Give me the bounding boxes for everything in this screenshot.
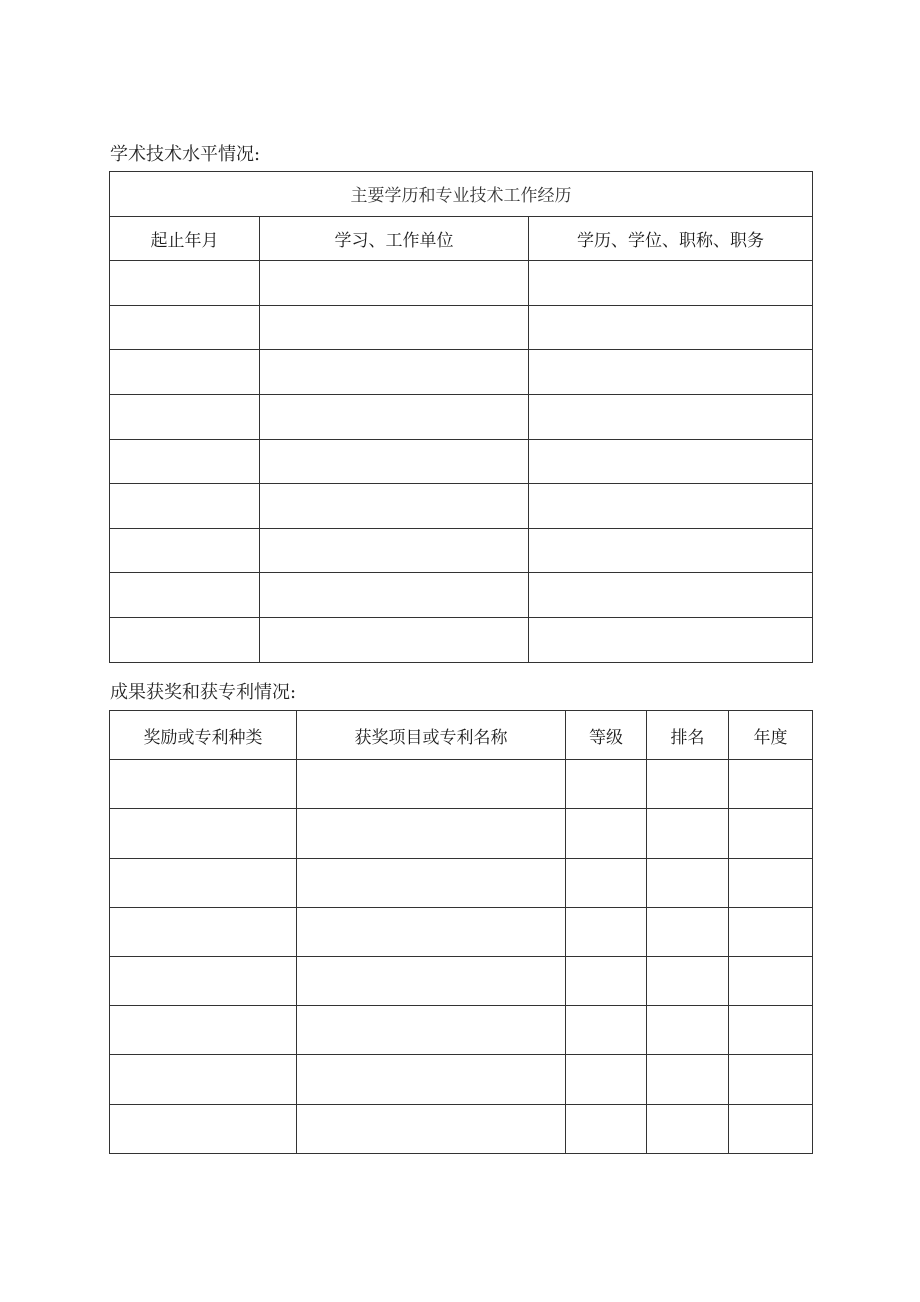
table-cell[interactable]: [647, 1006, 729, 1055]
table-cell[interactable]: [647, 907, 729, 956]
table-cell[interactable]: [297, 858, 566, 907]
table-cell[interactable]: [529, 305, 813, 350]
table-cell[interactable]: [529, 528, 813, 573]
table-cell[interactable]: [647, 1055, 729, 1104]
section-title-academic: 学术技术水平情况:: [110, 144, 261, 165]
table-row: [110, 439, 813, 484]
table-cell[interactable]: [297, 760, 566, 809]
table-cell[interactable]: [297, 1055, 566, 1104]
table-cell[interactable]: [647, 956, 729, 1005]
table-cell[interactable]: [566, 956, 647, 1005]
table-row: [110, 858, 813, 907]
awards-patents-table: [109, 710, 813, 1154]
table-row: [110, 907, 813, 956]
table-cell[interactable]: [110, 528, 260, 573]
table-row: [110, 261, 813, 306]
column-header-organization: 学习、工作单位: [260, 216, 529, 261]
table-cell[interactable]: [529, 350, 813, 395]
table-row: [110, 573, 813, 618]
column-header-award-type: 奖励或专利种类: [110, 711, 297, 760]
table-cell[interactable]: [110, 809, 297, 858]
table-cell[interactable]: [729, 1055, 813, 1104]
table-cell[interactable]: [729, 858, 813, 907]
table-row: [110, 528, 813, 573]
section-title-awards-patents: 成果获奖和获专利情况:: [110, 682, 297, 703]
column-header-grade: 等级: [566, 711, 647, 760]
table-cell[interactable]: [260, 394, 529, 439]
table-cell[interactable]: [110, 439, 260, 484]
table-cell[interactable]: [529, 439, 813, 484]
table-row: [110, 350, 813, 395]
table-cell[interactable]: [260, 484, 529, 529]
table-cell[interactable]: [529, 484, 813, 529]
column-header-year: 年度: [729, 711, 813, 760]
table-cell[interactable]: [566, 809, 647, 858]
table-row: [110, 394, 813, 439]
table-cell[interactable]: [729, 1006, 813, 1055]
table-cell[interactable]: [110, 1006, 297, 1055]
table-caption: 主要学历和专业技术工作经历: [110, 172, 813, 217]
table-cell[interactable]: [110, 617, 260, 662]
table-header-row: [110, 711, 813, 760]
table-cell[interactable]: [729, 760, 813, 809]
table-row: [110, 956, 813, 1005]
table-cell[interactable]: [260, 305, 529, 350]
table-cell[interactable]: [260, 350, 529, 395]
table-row: [110, 484, 813, 529]
table-cell[interactable]: [729, 907, 813, 956]
table-cell[interactable]: [110, 484, 260, 529]
table-cell[interactable]: [110, 858, 297, 907]
column-header-period: 起止年月: [110, 216, 260, 261]
table-cell[interactable]: [729, 809, 813, 858]
table-cell[interactable]: [297, 1104, 566, 1153]
table-cell[interactable]: [297, 1006, 566, 1055]
table-cell[interactable]: [110, 956, 297, 1005]
table-row: [110, 1104, 813, 1153]
table-cell[interactable]: [529, 573, 813, 618]
table-cell[interactable]: [566, 760, 647, 809]
table-header-row: [110, 216, 813, 261]
table-cell[interactable]: [110, 394, 260, 439]
table-row: [110, 1006, 813, 1055]
table-cell[interactable]: [297, 907, 566, 956]
table-caption-row: [110, 172, 813, 217]
table-row: [110, 1055, 813, 1104]
table-row: [110, 617, 813, 662]
table-cell[interactable]: [529, 394, 813, 439]
table-cell[interactable]: [110, 760, 297, 809]
table-cell[interactable]: [566, 858, 647, 907]
table-row: [110, 809, 813, 858]
table-cell[interactable]: [260, 617, 529, 662]
table-cell[interactable]: [110, 573, 260, 618]
table-cell[interactable]: [647, 809, 729, 858]
table-cell[interactable]: [110, 1055, 297, 1104]
table-row: [110, 305, 813, 350]
table-cell[interactable]: [297, 956, 566, 1005]
table-cell[interactable]: [297, 809, 566, 858]
table-cell[interactable]: [110, 907, 297, 956]
table-cell[interactable]: [729, 956, 813, 1005]
table-cell[interactable]: [260, 261, 529, 306]
table-row: [110, 760, 813, 809]
table-cell[interactable]: [110, 1104, 297, 1153]
table-cell[interactable]: [110, 261, 260, 306]
table-cell[interactable]: [566, 907, 647, 956]
table-cell[interactable]: [529, 617, 813, 662]
table-cell[interactable]: [529, 261, 813, 306]
table-cell[interactable]: [260, 573, 529, 618]
column-header-project-name: 获奖项目或专利名称: [297, 711, 566, 760]
table-cell[interactable]: [647, 760, 729, 809]
column-header-rank: 排名: [647, 711, 729, 760]
table-cell[interactable]: [647, 858, 729, 907]
table-cell[interactable]: [566, 1104, 647, 1153]
table-cell[interactable]: [260, 439, 529, 484]
table-cell[interactable]: [110, 350, 260, 395]
table-cell[interactable]: [566, 1055, 647, 1104]
education-work-history-table: [109, 171, 813, 663]
table-cell[interactable]: [647, 1104, 729, 1153]
table-cell[interactable]: [729, 1104, 813, 1153]
table-cell[interactable]: [566, 1006, 647, 1055]
column-header-degree-title: 学历、学位、职称、职务: [529, 216, 813, 261]
table-cell[interactable]: [260, 528, 529, 573]
table-cell[interactable]: [110, 305, 260, 350]
